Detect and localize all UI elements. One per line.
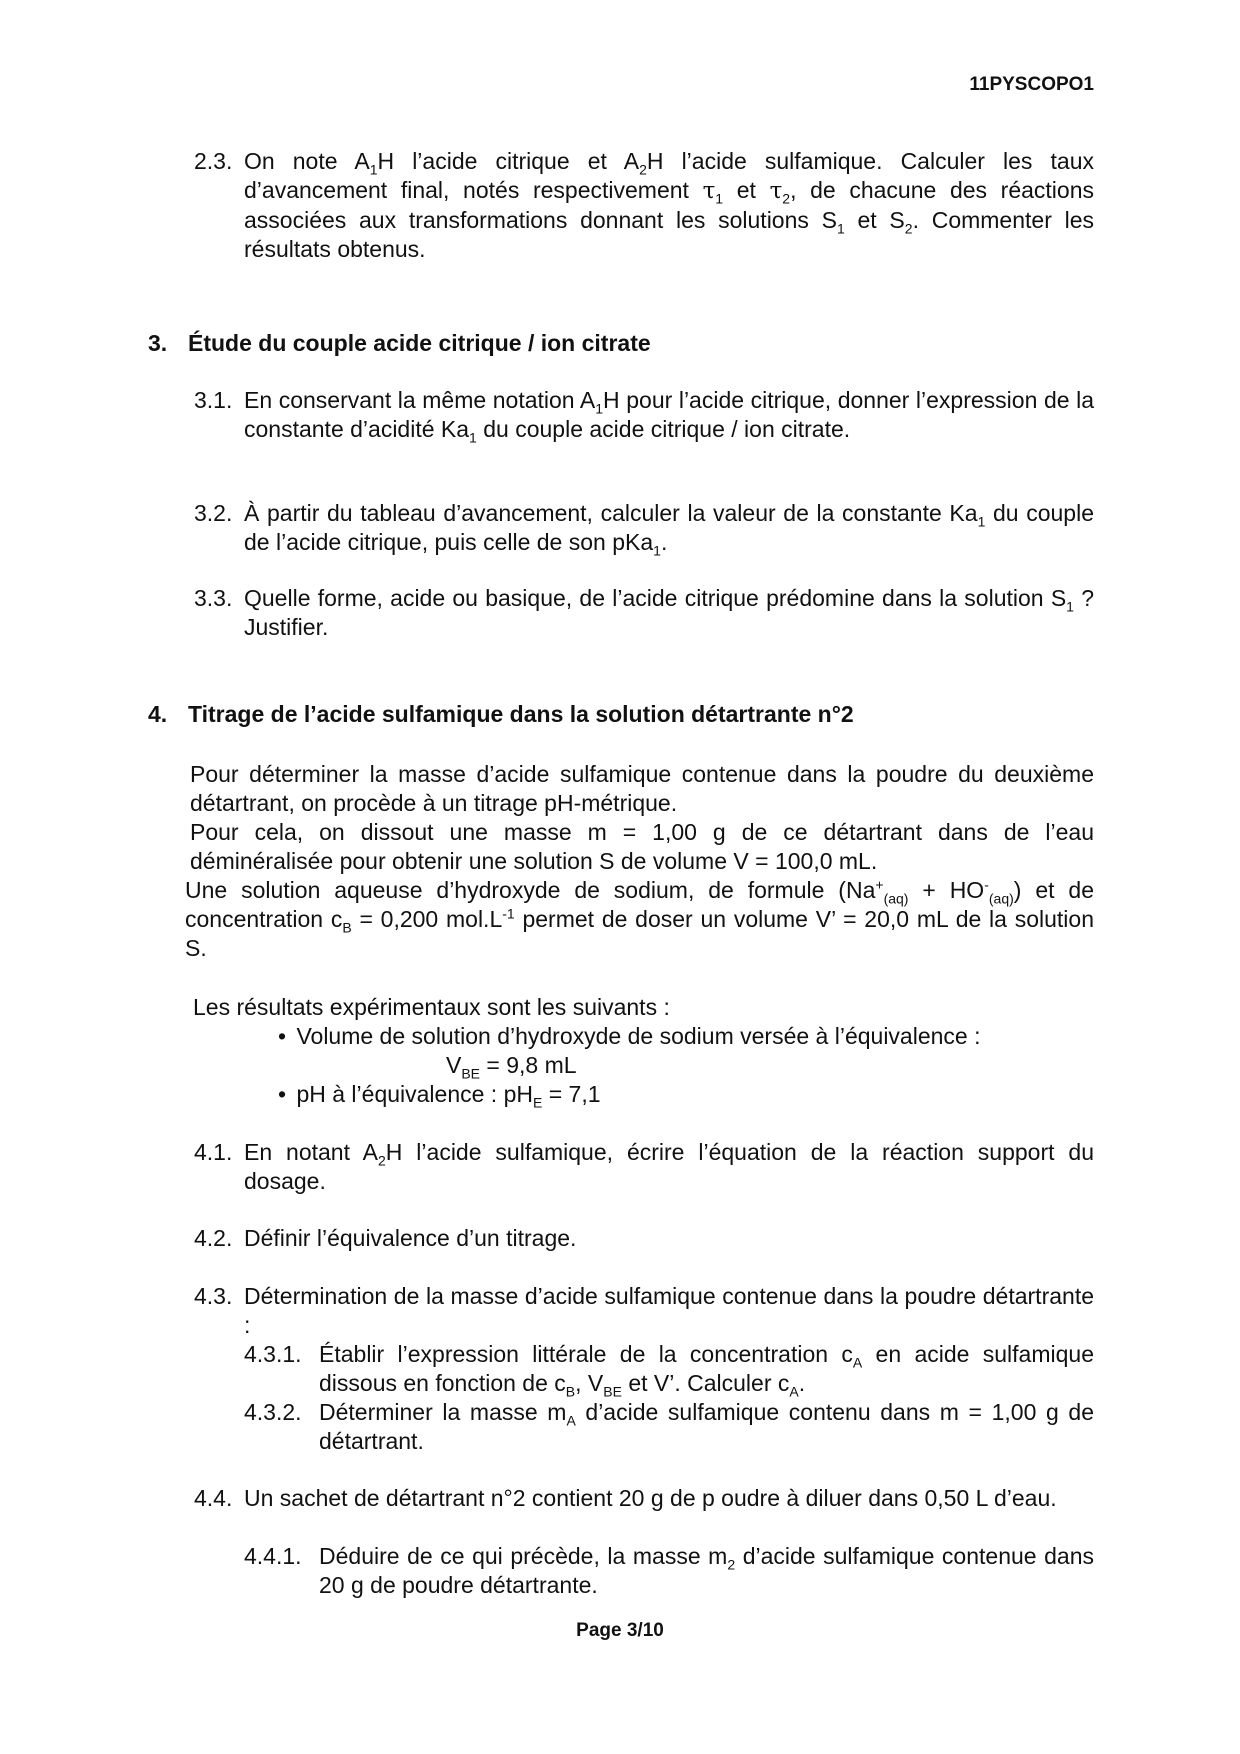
intro-paragraph-3: Une solution aqueuse d’hydroxyde de sodium, de formule $(Na^+_{(aq)} + HO^-_{(aq)})$ et de concentration $c_B = 0,200$ $mol.L^{-1}$ permet de doser un volume V’ = 20,0 mL de la solution S. [185, 876, 1094, 961]
section-3-heading: 3. Étude du couple acide citrique / ion citrate [148, 330, 651, 356]
bullet-icon: • [278, 1023, 287, 1049]
tau-symbol: τ [702, 178, 716, 204]
section-4-heading: 4. Titrage de l’acide sulfamique dans la solution détartrante n°2 [148, 701, 854, 727]
question-3-3: 3.3. Quelle forme, acide ou basique, de l’acide citrique prédomine dans la solution $S_1$ ? Justifier. [194, 585, 1095, 640]
intro-paragraph-1: Pour déterminer la masse d’acide sulfamique contenue dans la poudre du deuxième détartrant, on procède à un titrage pH-métrique. [190, 761, 1094, 816]
question-4-4-1: 4.4.1. Déduire de ce qui précède, la masse $m_2$ d’acide sulfamique contenue dans 20 g de poudre détartrante. [244, 1543, 1095, 1598]
question-3-2: 3.2. À partir du tableau d’avancement, calculer la valeur de la constante $Ka_1$ du couple de l’acide citrique, puis celle de son pKa$_1$. [194, 500, 1094, 559]
bullet-icon: • [278, 1081, 287, 1107]
document-code: 11PYSCOPO1 [969, 74, 1094, 95]
tau-symbol: τ [769, 178, 783, 204]
result-bullet-ph: • pH à l’équivalence : $pH_E = 7,1$ [278, 1081, 601, 1111]
intro-paragraph-2: Pour cela, on dissout une masse m = 1,00 g de ce détartrant dans de l’eau déminéralisée pour obtenir une solution S de volume V = 100,0 mL. [190, 819, 1094, 874]
question-number: 2.3. [194, 148, 233, 174]
question-3-1: 3.1. En conservant la même notation $A_1H$ pour l’acide citrique, donner l’expression de la constante d’acidité $Ka_1$ du couple acide citrique / ion citrate. [194, 387, 1095, 446]
page-number: Page 3/10 [576, 1620, 664, 1641]
result-bullet-volume: • Volume de solution d’hydroxyde de sodium versée à l’équivalence : [278, 1023, 981, 1049]
question-4-3: 4.3. Détermination de la masse d’acide sulfamique contenue dans la poudre détartrante : [194, 1283, 1094, 1338]
results-intro: Les résultats expérimentaux sont les suivants : [193, 994, 670, 1020]
question-2-3: 2.3. On note $A_1H$ l’acide citrique et $A_2H$ l’acide sulfamique. Calculer les taux d’avancement final, notés respectivement $\tau_1$ et $\tau_2$, de chacune des réactions associées aux transformations donnant les solutions $S_1$ et $S_2$. Commenter les résultats obtenus. [194, 148, 1094, 262]
question-4-2: 4.2. Définir l’équivalence d’un titrage. [194, 1225, 577, 1251]
question-4-4: 4.4. Un sachet de détartrant n°2 contient 20 g de p oudre à diluer dans 0,50 L d’eau. [194, 1485, 1057, 1511]
question-4-1: 4.1. En notant $A_2H$ l’acide sulfamique, écrire l’équation de la réaction support du dosage. [194, 1139, 1095, 1194]
result-value-vbe: $V_{BE} = 9,8$ mL [446, 1052, 577, 1082]
question-4-3-1: 4.3.1. Établir l’expression littérale de la concentration $c_A$ en acide sulfamique dissous en fonction de $c_B$, $V_{BE}$ et V’. Calculer $c_A$. [244, 1341, 1094, 1400]
question-4-3-2: 4.3.2. Déterminer la masse $m_A$ d’acide sulfamique contenu dans m = 1,00 g de détartrant. [244, 1399, 1094, 1454]
